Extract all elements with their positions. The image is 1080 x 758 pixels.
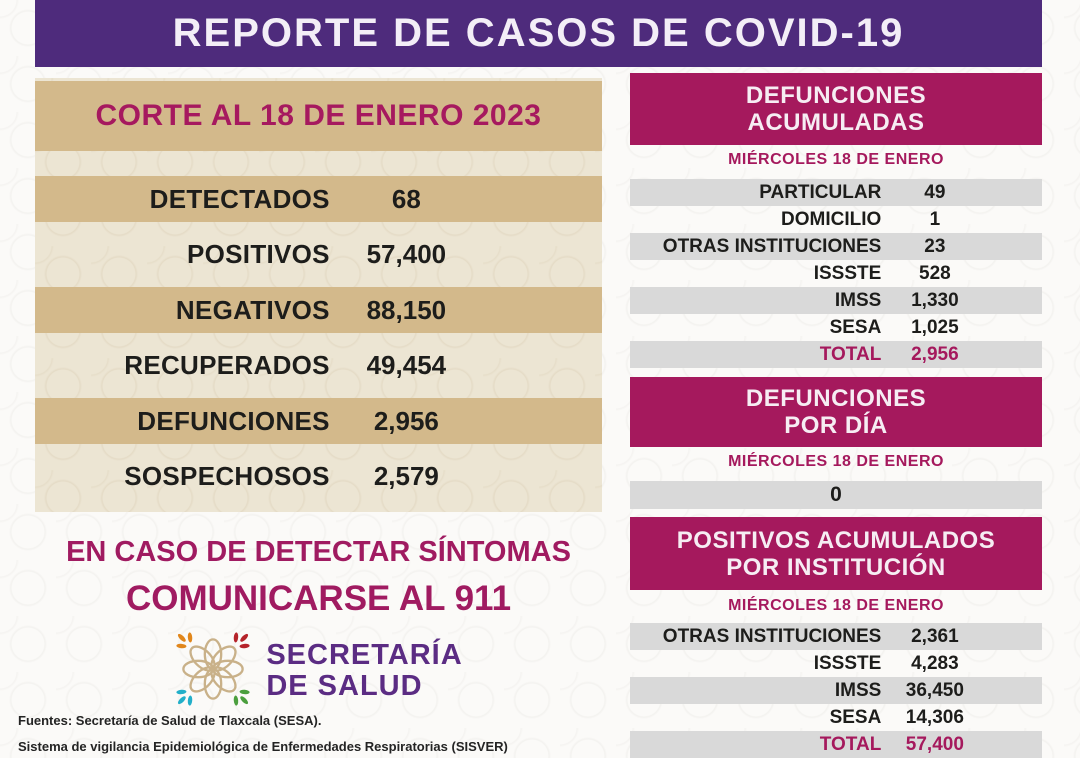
cutoff-date-header xyxy=(35,81,602,151)
stat-label: POSITIVOS xyxy=(186,239,330,269)
page-title: REPORTE DE CASOS DE COVID-19 xyxy=(172,11,905,55)
positives-by-institution-table xyxy=(630,623,1042,758)
stat-value: 57,400 xyxy=(366,239,447,269)
row-label: IMSS xyxy=(834,679,882,701)
stat-label: DETECTADOS xyxy=(149,183,330,214)
row-label: ISSSTE xyxy=(813,652,882,674)
row-value: 2,956 xyxy=(911,343,959,365)
row-value: 1 xyxy=(929,208,941,230)
report-title-banner xyxy=(35,0,1042,67)
row-label: SESA xyxy=(829,316,882,338)
table-row xyxy=(35,444,602,509)
section-title-line: POR DÍA xyxy=(784,412,888,439)
stat-value: 68 xyxy=(391,183,421,214)
table-row-total xyxy=(630,731,1042,758)
deaths-per-day-header xyxy=(630,377,1042,447)
row-label: TOTAL xyxy=(819,343,882,365)
row-value: 14,306 xyxy=(905,706,964,728)
row-label: SESA xyxy=(829,706,882,728)
section-title-line: DEFUNCIONES xyxy=(745,82,927,109)
section-title-line: DEFUNCIONES xyxy=(745,385,927,412)
stat-label: NEGATIVOS xyxy=(175,294,330,325)
table-row xyxy=(35,222,602,287)
logo-line-1: SECRETARÍA xyxy=(266,639,463,671)
stat-value: 2,579 xyxy=(373,461,439,491)
row-value: 23 xyxy=(924,235,946,257)
stat-value: 2,956 xyxy=(373,405,439,436)
sources-line-1: Fuentes: Secretaría de Salud de Tlaxcala (SESA). xyxy=(18,713,322,728)
row-value: 57,400 xyxy=(905,733,964,755)
deaths-accumulated-table xyxy=(630,179,1042,368)
row-label: ISSSTE xyxy=(813,262,882,284)
rosette-icon xyxy=(174,628,252,715)
table-row xyxy=(35,287,602,333)
stat-label: RECUPERADOS xyxy=(124,350,330,380)
row-label: DOMICILIO xyxy=(781,208,882,230)
secretaria-salud-logo xyxy=(35,628,602,714)
row-value: 4,283 xyxy=(911,652,959,674)
row-value: 2,361 xyxy=(911,625,959,647)
table-row xyxy=(630,623,1042,650)
table-row xyxy=(630,677,1042,704)
table-row-total xyxy=(630,341,1042,368)
section-date-subtitle: MIÉRCOLES 18 DE ENERO xyxy=(728,453,944,470)
call-911-advice-line: COMUNICARSE AL 911 xyxy=(125,579,512,618)
table-row xyxy=(35,398,602,444)
row-label: OTRAS INSTITUCIONES xyxy=(662,625,882,647)
logo-line-2: DE SALUD xyxy=(266,670,423,702)
table-row xyxy=(630,314,1042,341)
row-value: 1,330 xyxy=(911,289,959,311)
table-row xyxy=(630,704,1042,731)
table-row xyxy=(630,287,1042,314)
table-row xyxy=(630,650,1042,677)
row-value: 1,025 xyxy=(911,316,959,338)
table-row xyxy=(35,176,602,222)
deaths-per-day-value-row xyxy=(630,481,1042,509)
row-label: OTRAS INSTITUCIONES xyxy=(662,235,882,257)
row-value: 49 xyxy=(924,181,946,203)
row-value: 528 xyxy=(919,262,951,284)
section-date-subtitle: MIÉRCOLES 18 DE ENERO xyxy=(728,151,944,168)
cutoff-date-label: CORTE AL 18 DE ENERO 2023 xyxy=(95,99,542,132)
row-label: TOTAL xyxy=(819,733,882,755)
table-row xyxy=(630,233,1042,260)
row-label: IMSS xyxy=(834,289,882,311)
row-value: 0 xyxy=(830,483,842,506)
cases-summary-panel xyxy=(35,78,602,512)
section-title-line: ACUMULADAS xyxy=(747,109,925,136)
symptoms-advice-line: EN CASO DE DETECTAR SÍNTOMAS xyxy=(66,536,571,568)
positives-by-institution-header xyxy=(630,517,1042,590)
stat-label: DEFUNCIONES xyxy=(137,405,330,436)
stat-label: SOSPECHOSOS xyxy=(124,461,330,491)
row-value: 36,450 xyxy=(905,679,964,701)
table-row xyxy=(630,206,1042,233)
table-row xyxy=(630,179,1042,206)
stat-value: 49,454 xyxy=(366,350,447,380)
table-row xyxy=(35,333,602,398)
section-date-subtitle: MIÉRCOLES 18 DE ENERO xyxy=(728,597,944,614)
right-stats-column xyxy=(630,73,1042,758)
deaths-accumulated-header xyxy=(630,73,1042,145)
section-title-line: POSITIVOS ACUMULADOS xyxy=(676,526,996,554)
stat-value: 88,150 xyxy=(366,294,447,325)
table-row xyxy=(630,260,1042,287)
logo-wordmark xyxy=(266,640,462,702)
sources-line-2: Sistema de vigilancia Epidemiológica de Enfermedades Respiratorias (SISVER) xyxy=(18,739,508,754)
section-title-line: POR INSTITUCIÓN xyxy=(726,553,946,581)
row-label: PARTICULAR xyxy=(759,181,882,203)
